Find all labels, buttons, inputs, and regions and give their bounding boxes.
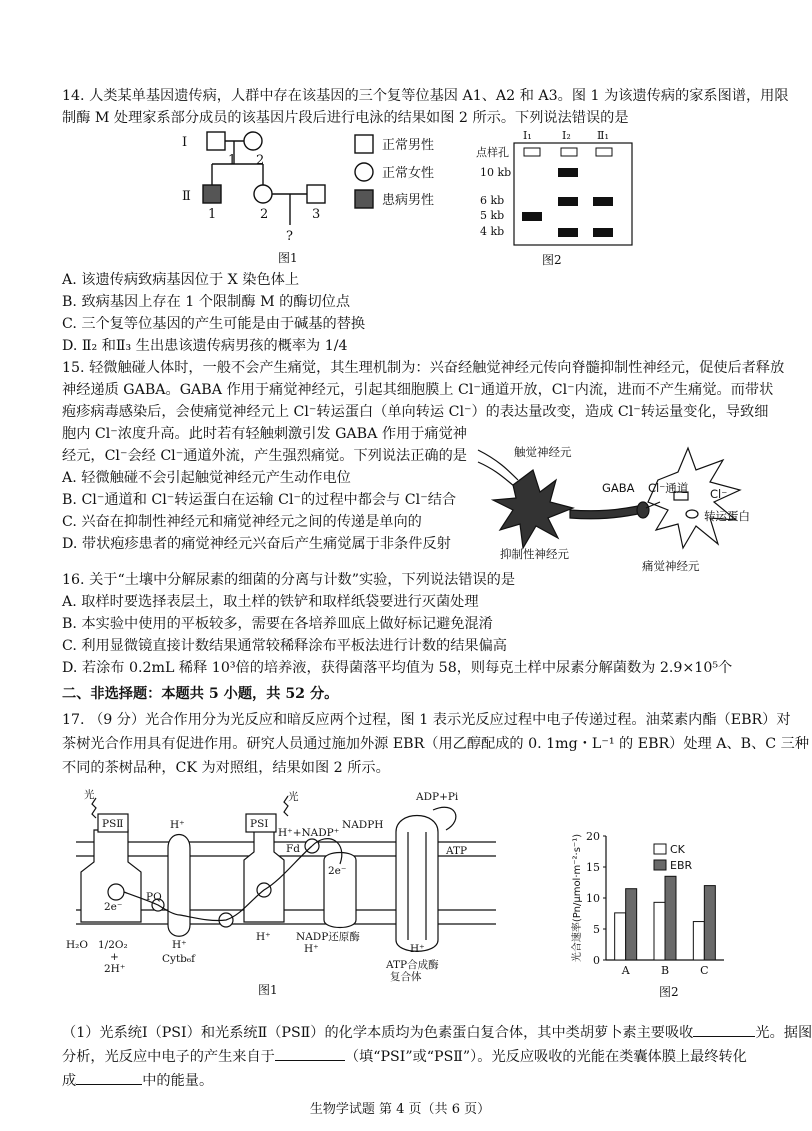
legend-label-ebr: EBR bbox=[670, 859, 693, 872]
q14-stem-line2: 制酶 M 处理家系部分成员的该基因片段后进行电泳的结果如图 2 所示。下列说法错误的是 bbox=[62, 110, 629, 126]
bar-ebr-a bbox=[626, 889, 637, 960]
light-label-1: 光 bbox=[84, 789, 95, 801]
bar-ck-c bbox=[693, 922, 704, 960]
ped-num-II3: 3 bbox=[312, 207, 321, 222]
q17-stem-line1: 17. （9 分）光合作用分为光反应和暗反应两个过程，图 1 表示光反应过程中电子传递过程。油菜素内酯（EBR）对 bbox=[62, 712, 791, 728]
q16-stem: 16. 关于“土壤中分解尿素的细菌的分离与计数”实验，下列说法错误的是 bbox=[62, 572, 516, 588]
pedigree-figure bbox=[150, 130, 450, 270]
legend-affected-label: 患病男性 bbox=[382, 193, 435, 208]
q15-option-b: B. Cl⁻通道和 Cl⁻转运蛋白在运输 Cl⁻的过程中都会与 Cl⁻结合 bbox=[62, 492, 457, 508]
answer-blank-3[interactable] bbox=[76, 1070, 142, 1085]
y-tick-label: 10 bbox=[586, 892, 600, 905]
q17-part1-text-d: （填“PSI”或“PSⅡ”）。光反应吸收的光能在类囊体膜上最终转化 bbox=[344, 1049, 747, 1065]
gel-well-label: 点样孔 bbox=[476, 146, 509, 159]
label-pain-neuron: 痛觉神经元 bbox=[642, 559, 700, 573]
ped-num-II2: 2 bbox=[260, 207, 269, 222]
label-cl: Cl⁻ bbox=[710, 487, 728, 501]
q14-option-a: A. 该遗传病致病基因位于 X 染色体上 bbox=[62, 272, 300, 288]
q15-stem-line3: 疱疹病毒感染后，会使痛觉神经元上 Cl⁻转运蛋白（单向转运 Cl⁻）的表达量改变，造成 Cl⁻转运量变化，导致细 bbox=[62, 404, 769, 420]
pq-label: PQ bbox=[146, 891, 162, 903]
q16-option-b: B. 本实验中使用的平板较多，需要在各培养皿底上做好标记避免混淆 bbox=[62, 616, 493, 632]
gen-label-I: Ⅰ bbox=[182, 135, 188, 150]
gel-band-II1-6kb bbox=[593, 197, 613, 206]
gen-label-II: Ⅱ bbox=[182, 189, 191, 204]
q16-option-d: D. 若涂布 0.2mL 稀释 10³倍的培养液，获得菌落平均值为 58，则每克土样中尿素分解菌数为 2.9×10⁵个 bbox=[62, 660, 733, 676]
cl-transporter-shape bbox=[686, 510, 698, 518]
pedigree-I2-normal-female bbox=[244, 132, 262, 150]
bar-ck-b bbox=[654, 902, 665, 960]
legend-swatch-ebr bbox=[654, 860, 666, 870]
q15-option-d: D. 带状疱疹患者的痛觉神经元兴奋后产生痛觉属于非条件反射 bbox=[62, 536, 451, 552]
legend-male-label: 正常男性 bbox=[382, 138, 435, 153]
hplus-top: H⁺ bbox=[170, 819, 185, 831]
gel-col-I1: Ⅰ₁ bbox=[523, 129, 532, 142]
gel-band-I2-6kb bbox=[558, 197, 578, 206]
ped-num-II1: 1 bbox=[208, 207, 217, 222]
gel-col-II1: Ⅱ₁ bbox=[597, 129, 609, 142]
fig2-caption: 图2 bbox=[542, 253, 562, 267]
q14-option-b: B. 致病基因上存在 1 个限制酶 M 的酶切位点 bbox=[62, 294, 351, 310]
plus-label: + bbox=[110, 951, 119, 963]
gel-size-6kb: 6 kb bbox=[480, 194, 505, 207]
q17-part1-text-f: 中的能量。 bbox=[142, 1073, 214, 1089]
pedigree-II1-affected-male bbox=[203, 185, 221, 203]
q17-fig1-caption: 图1 bbox=[258, 983, 278, 997]
hplus-lumen-2: H⁺ bbox=[256, 931, 271, 943]
hplus-lumen-3: H⁺ bbox=[304, 943, 319, 955]
ped-num-I2: 2 bbox=[256, 153, 265, 168]
x-tick-label: B bbox=[660, 964, 670, 977]
q17-part1-line1 bbox=[62, 1022, 812, 1043]
q15-stem-line2: 神经递质 GABA。GABA 作用于痛觉神经元，引起其细胞膜上 Cl⁻通道开放，Cl⁻内流，进而不产生痛觉。而带状 bbox=[62, 382, 774, 398]
ped-num-I1: 1 bbox=[228, 153, 237, 168]
y-tick-label: 20 bbox=[586, 830, 600, 843]
q15-stem-line4: 胞内 Cl⁻浓度升高。此时若有轻触刺激引发 GABA 作用于痛觉神 bbox=[62, 426, 467, 442]
q17-part1-text-b: 光。据图 bbox=[755, 1025, 812, 1041]
q14-stem-line1: 14. 人类某单基因遗传病，人群中存在该基因的三个复等位基因 A1、A2 和 A3。图 1 为该遗传病的家系图谱，用限 bbox=[62, 88, 789, 104]
q16-option-c: C. 利用显微镜直接计数结果通常较稀释涂布平板法进行计数的结果偏高 bbox=[62, 638, 507, 654]
cytb6f-label: Cytb₆f bbox=[162, 953, 196, 965]
inhibitory-neuron-body bbox=[493, 470, 573, 548]
y-tick-label: 15 bbox=[586, 861, 600, 874]
gel-band-II1-4kb bbox=[593, 228, 613, 237]
atp-label: ATP bbox=[446, 845, 468, 857]
legend-female-label: 正常女性 bbox=[382, 166, 435, 181]
gel-well-1 bbox=[524, 148, 540, 156]
bar-ck-a bbox=[615, 913, 626, 960]
gel-size-4kb: 4 kb bbox=[480, 225, 505, 238]
psi-complex bbox=[244, 830, 284, 922]
nadph-label: NADPH bbox=[342, 819, 384, 831]
photosynthesis-bar-chart bbox=[568, 822, 738, 1002]
label-gaba: GABA bbox=[602, 481, 635, 495]
psi-label: PSⅠ bbox=[250, 818, 269, 830]
q17-part1-text-c: 分析，光反应中电子的产生来自于 bbox=[62, 1049, 275, 1065]
gel-band-I1-5kb bbox=[522, 212, 542, 221]
pedigree-II3-normal-male bbox=[307, 185, 325, 203]
q14-option-c: C. 三个复等位基因的产生可能是由于碱基的替换 bbox=[62, 316, 366, 332]
label-touch-neuron: 触觉神经元 bbox=[514, 445, 572, 459]
y-tick-label: 5 bbox=[593, 923, 600, 936]
gel-well-3 bbox=[596, 148, 612, 156]
nadp-reductase-label: NADP还原酶 bbox=[296, 931, 360, 943]
atp-synthase-label-2: 复合体 bbox=[390, 971, 422, 983]
gel-col-I2: Ⅰ₂ bbox=[562, 129, 571, 142]
cytb6f-complex bbox=[168, 835, 190, 937]
hplus-lumen-4: H⁺ bbox=[410, 943, 425, 955]
q17-stem-line3: 不同的茶树品种，CK 为对照组，结果如图 2 所示。 bbox=[62, 760, 390, 776]
atp-synthase bbox=[396, 816, 438, 952]
neuron-figure bbox=[478, 440, 778, 578]
label-transporter: 转运蛋白 bbox=[704, 509, 750, 523]
q15-stem-line1: 15. 轻微触碰人体时，一般不会产生痛觉，其生理机制为：兴奋经触觉神经元传向脊髓抑制性神经元，促使后者释放 bbox=[62, 360, 785, 376]
legend-affected-symbol bbox=[355, 190, 373, 208]
h2o-label: H₂O bbox=[66, 939, 88, 951]
q15-option-a: A. 轻微触碰不会引起触觉神经元产生动作电位 bbox=[62, 470, 351, 486]
q16-option-a: A. 取样时要选择表层土，取土样的铁铲和取样纸袋要进行灭菌处理 bbox=[62, 594, 479, 610]
q15-option-c: C. 兴奋在抑制性神经元和痛觉神经元之间的传递是单向的 bbox=[62, 514, 422, 530]
gel-well-2 bbox=[561, 148, 577, 156]
fd-label: Fd bbox=[286, 843, 301, 855]
pedigree-II2-normal-female bbox=[254, 185, 272, 203]
hplus-lumen-1: H⁺ bbox=[172, 939, 187, 951]
x-tick-label: A bbox=[621, 964, 630, 977]
y-tick-label: 0 bbox=[593, 954, 600, 967]
answer-blank-1[interactable] bbox=[693, 1022, 755, 1037]
psii-label: PSⅡ bbox=[102, 818, 124, 830]
o2-label: 1/2O₂ bbox=[98, 939, 128, 951]
chart-caption: 图2 bbox=[659, 985, 679, 999]
q14-option-d: D. Ⅱ₂ 和Ⅱ₃ 生出患该遗传病男孩的概率为 1/4 bbox=[62, 338, 348, 354]
y-axis-label: 光合速率(Pn/μmol·m⁻²·s⁻¹) bbox=[572, 833, 583, 963]
x-tick-label: C bbox=[700, 964, 709, 977]
thylakoid-diagram bbox=[66, 790, 506, 1000]
label-inhibitory-neuron: 抑制性神经元 bbox=[500, 547, 569, 561]
legend-label-ck: CK bbox=[670, 843, 685, 856]
q17-part1-text-e: 成 bbox=[62, 1073, 77, 1089]
legend-swatch-ck bbox=[654, 844, 666, 854]
bar-ebr-c bbox=[704, 886, 715, 960]
q17-stem-line2: 茶树光合作用具有促进作用。研究人员通过施加外源 EBR（用乙醇配成的 0. 1mg・L⁻¹ 的 EBR）处理 A、B、C 三种 bbox=[62, 736, 810, 752]
gel-size-10kb: 10 kb bbox=[480, 166, 512, 179]
legend-female-symbol bbox=[355, 163, 373, 181]
gel-band-I2-10kb bbox=[558, 168, 578, 177]
atp-synthase-label: ATP合成酶 bbox=[386, 959, 439, 971]
gel-figure bbox=[470, 128, 640, 270]
bar-ebr-b bbox=[665, 876, 676, 960]
ped-question: ? bbox=[286, 229, 293, 244]
q17-part1-line2 bbox=[62, 1046, 747, 1067]
q15-stem-line5: 经元，Cl⁻会经 Cl⁻通道外流，产生强烈痛觉。下列说法正确的是 bbox=[62, 448, 467, 464]
fig1-caption: 图1 bbox=[278, 251, 298, 265]
h2-label: 2H⁺ bbox=[104, 963, 126, 975]
label-cl-channel: Cl⁻通道 bbox=[648, 481, 689, 495]
adp-label: ADP+Pi bbox=[416, 791, 459, 803]
legend-male-symbol bbox=[355, 135, 373, 153]
q17-part1-line3 bbox=[62, 1070, 213, 1091]
electron-label-2: 2e⁻ bbox=[328, 865, 347, 877]
page-footer: 生物学试题 第 4 页（共 6 页） bbox=[309, 1102, 491, 1117]
section-heading: 二、非选择题：本题共 5 小题，共 52 分。 bbox=[62, 686, 339, 702]
answer-blank-2[interactable] bbox=[275, 1046, 345, 1061]
gel-band-I2-4kb bbox=[558, 228, 578, 237]
pedigree-I1-normal-male bbox=[207, 132, 225, 150]
nadp-label: H⁺+NADP⁺ bbox=[278, 827, 340, 839]
light-label-2: 光 bbox=[288, 791, 299, 803]
electron-label-1: 2e⁻ bbox=[104, 901, 123, 913]
gel-size-5kb: 5 kb bbox=[480, 209, 505, 222]
q17-part1-text-a: （1）光系统Ⅰ（PSI）和光系统Ⅱ（PSⅡ）的化学本质均为色素蛋白复合体，其中类胡萝卜素主要吸收 bbox=[62, 1025, 694, 1041]
